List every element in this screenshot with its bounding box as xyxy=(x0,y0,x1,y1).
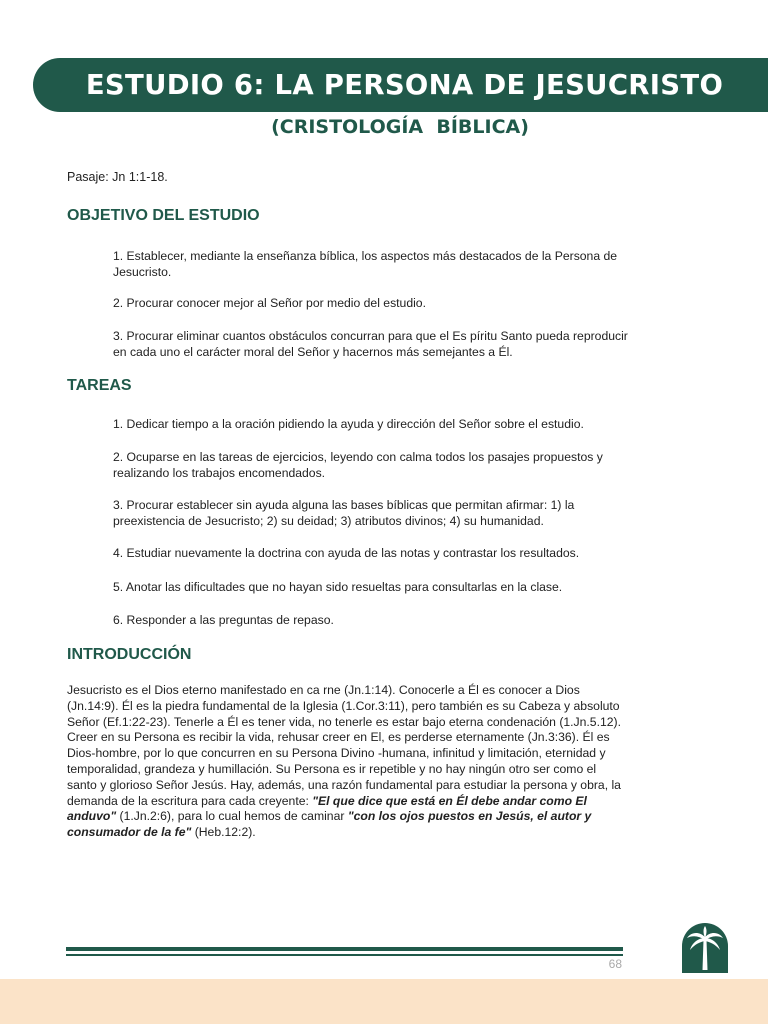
objective-item: 3. Procurar eliminar cuantos obstáculos concurran para que el Es píritu Santo pueda reproducir en cada uno el carácter moral del Señor y hacernos más semejantes a Él. xyxy=(113,329,628,359)
page-number: 68 xyxy=(608,957,622,971)
palm-tree-icon xyxy=(682,923,728,973)
task-item: 5. Anotar las dificultades que no hayan sido resueltas para consultarlas en la clase. xyxy=(113,580,563,594)
title-banner xyxy=(33,58,768,112)
passage-reference: Pasaje: Jn 1:1-18. xyxy=(67,170,168,184)
objective-item: 1. Establecer, mediante la enseñanza bíblica, los aspectos más destacados de la Persona de Jesucristo. xyxy=(113,249,618,279)
task-item: 6. Responder a las preguntas de repaso. xyxy=(113,613,334,627)
footer-band xyxy=(0,979,768,1024)
introduction-paragraph xyxy=(67,683,627,841)
footer-rule-thin xyxy=(66,954,623,956)
task-item: 1. Dedicar tiempo a la oración pidiendo la ayuda y dirección del Señor sobre el estudio. xyxy=(113,417,584,431)
intro-text: (1.Jn.2:6), para lo cual hemos de caminar xyxy=(116,809,348,824)
intro-text: Jesucristo es el Dios eterno manifestado en ca rne (Jn.1:14). Conocerle a Él es conocer a Dios (Jn.14:9). Él es la piedra fundamental de la Iglesia (1.Cor.3:11), pero también es su Cabeza y absoluto Señor (Ef.1:22-23). Tenerle a Él es tener vida, no tenerle es estar bajo eterna condenación (1.Jn.5.12). Creer en su Persona es recibir la vida, rehusar creer en El, es perderse eternamente (Jn.3:36). Él es Dios-hombre, por lo que concurren en su Persona Divino -humana, infinitud y limitación, eternidad y temporalidad, grandeza y humillación. Su Persona es ir repetible y no hay ningún otro ser como el santo y glorioso Señor Jesús. Hay, además, una razón fundamental para estudiar la persona y obra, la demanda de la escritura para cada creyente: xyxy=(67,683,621,808)
page-title: ESTUDIO 6: LA PERSONA DE JESUCRISTO xyxy=(85,69,724,101)
intro-text: (Heb.12:2). xyxy=(191,825,256,840)
intro-quote: "con los ojos puestos en Jesús, el autor y consumador de la fe" xyxy=(67,809,592,840)
task-item: 3. Procurar establecer sin ayuda alguna las bases bíblicas que permitan afirmar: 1) la preexistencia de Jesucristo; 2) su deidad; 3) atributos divinos; 4) su humanidad. xyxy=(113,498,575,528)
footer-rule-thick xyxy=(66,947,623,951)
objective-item: 2. Procurar conocer mejor al Señor por medio del estudio. xyxy=(113,296,426,310)
task-item: 4. Estudiar nuevamente la doctrina con ayuda de las notas y contrastar los resultados. xyxy=(113,546,580,560)
section-heading-introduction: INTRODUCCIÓN xyxy=(67,646,192,663)
intro-quote: "El que dice que está en Él debe andar como El anduvo" xyxy=(67,793,587,824)
section-heading-objective: OBJETIVO DEL ESTUDIO xyxy=(67,207,260,224)
task-item: 2. Ocuparse en las tareas de ejercicios, leyendo con calma todos los pasajes propuestos y realizando los trabajos encomendados. xyxy=(113,450,603,480)
page-subtitle: (CRISTOLOGÍA BÍBLICA) xyxy=(271,116,529,138)
section-heading-tasks: TAREAS xyxy=(67,377,132,394)
